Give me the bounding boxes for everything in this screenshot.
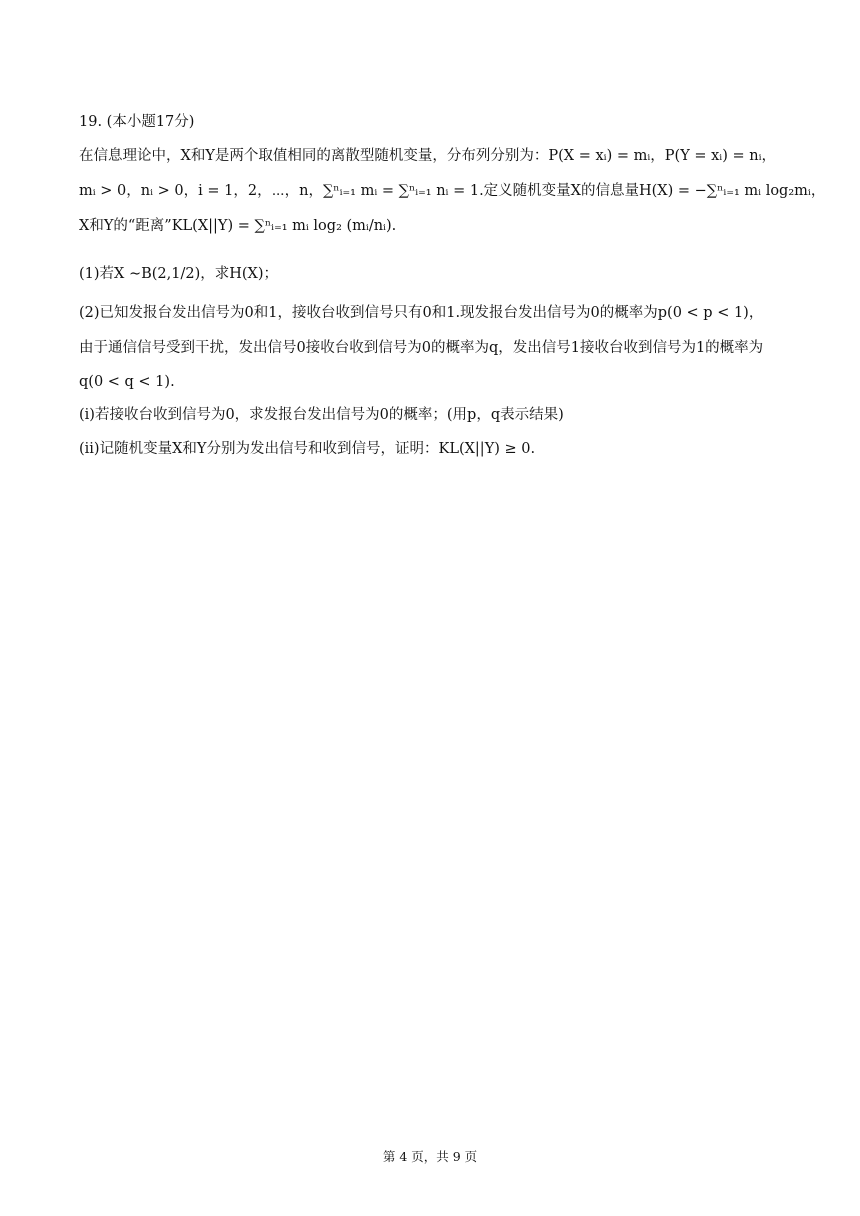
problem-header: 19. (本小题17分)	[79, 114, 195, 130]
problem-part-2-line-2: 由于通信信号受到干扰，发出信号0接收台收到信号为0的概率为q，发出信号1接收台收到信号为1的概率为	[79, 340, 764, 356]
problem-part-2-line-1: (2)已知发报台发出信号为0和1，接收台收到信号只有0和1.现发报台发出信号为0的概率为p(0 < p < 1)，	[79, 305, 764, 321]
problem-intro-line-3: X和Y的“距离”KL(X||Y) = ∑ⁿᵢ₌₁ mᵢ log₂ (mᵢ/nᵢ).	[79, 218, 397, 234]
problem-intro-line-1: 在信息理论中，X和Y是两个取值相同的离散型随机变量，分布列分别为：P(X = xᵢ) = mᵢ，P(Y = xᵢ) = nᵢ，	[79, 148, 777, 164]
problem-part-2-ii: (ii)记随机变量X和Y分别为发出信号和收到信号，证明：KL(X||Y) ≥ 0.	[79, 441, 536, 457]
problem-part-2-i: (i)若接收台收到信号为0，求发报台发出信号为0的概率；(用p，q表示结果)	[79, 407, 564, 423]
problem-intro-line-2: mᵢ > 0，nᵢ > 0，i = 1，2，⋯，n，∑ⁿᵢ₌₁ mᵢ = ∑ⁿᵢ₌₁ nᵢ = 1.定义随机变量X的信息量H(X) = −∑ⁿᵢ₌₁ mᵢ log₂mᵢ，	[79, 183, 826, 199]
problem-part-2-line-3: q(0 < q < 1).	[79, 374, 175, 390]
page-footer: 第 4 页，共 9 页	[382, 1149, 478, 1164]
problem-part-1: (1)若X ∼B(2,1/2)，求H(X)；	[79, 266, 279, 282]
